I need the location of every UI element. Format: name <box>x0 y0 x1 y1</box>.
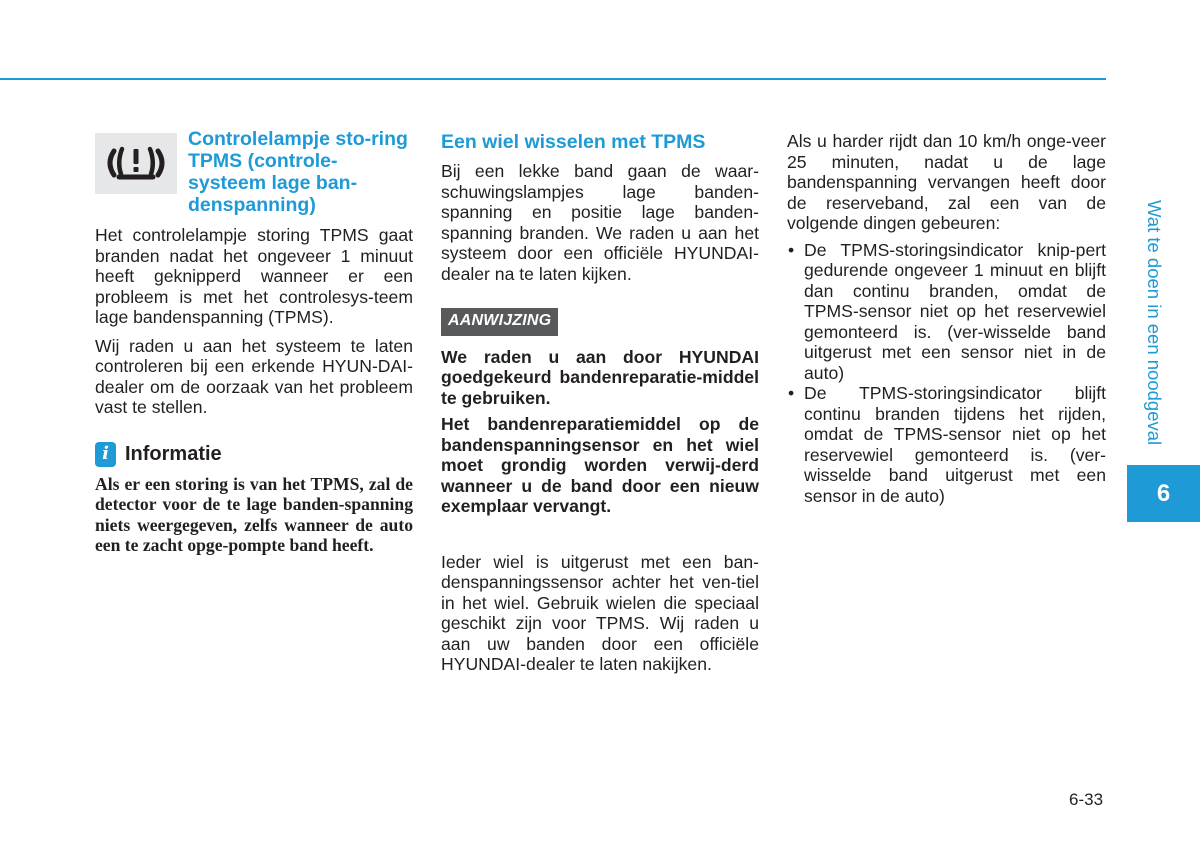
info-header <box>95 442 413 468</box>
note-paragraph: We raden u aan door HYUNDAI goedgekeurd bandenreparatie-middel te gebruiken. <box>441 346 759 408</box>
page-number: 6-33 <box>1069 790 1104 809</box>
info-text: Als er een storing is van het TPMS, zal de detector voor de te lage banden-spanning niets weergegeven, zelfs wanneer de auto een te zacht opge-pompte band heeft. <box>95 473 413 555</box>
chapter-side-title: Wat te doen in een noodgeval <box>1144 200 1165 446</box>
column-right <box>787 128 1106 506</box>
paragraph: Ieder wiel is uitgerust met een ban-denspanningssensor achter het ven-tiel in het wiel. Gebruik wielen die speciaal geschikt zijn voor TPMS. Wij raden u aan uw banden door een officiële HYUNDAI-dealer te laten nakijken. <box>441 551 759 674</box>
section-heading-tpms-indicator: Controlelampje sto-ring TPMS (controle-systeem lage ban-denspanning) <box>188 128 408 216</box>
info-title: Informatie <box>125 443 222 466</box>
paragraph: Wij raden u aan het systeem te laten controleren bij een erkende HYUN-DAI-dealer om de oorzaak van het probleem vast te stellen. <box>95 335 413 417</box>
note-badge: AANWIJZING <box>441 308 558 336</box>
bullet-list <box>787 240 1106 507</box>
header-rule <box>0 78 1106 80</box>
list-item: • De TPMS-storingsindicator knip-pert gedurende ongeveer 1 minuut en blijft dan continu branden, omdat de TPMS-sensor niet op het reservewiel gemonteerd is. (ver-wisselde band uitgerust met een sensor niet in de auto) <box>787 240 1106 384</box>
note-paragraph: Het bandenreparatiemiddel op de bandenspanningsensor en het wiel moet grondig worden verwij-derd wanneer u de band door een nieuw exemplaar vervangt. <box>441 414 759 516</box>
info-icon: i <box>95 442 116 467</box>
section-heading-wheel-change: Een wiel wisselen met TPMS <box>441 131 706 153</box>
chapter-tab: 6 <box>1127 465 1200 522</box>
tpms-warning-icon <box>95 133 177 194</box>
list-item: • De TPMS-storingsindicator blijft continu branden tijdens het rijden, omdat de TPMS-sensor niet op het reservewiel gemonteerd is. (ver-wisselde band uitgerust met een sensor in de auto) <box>787 383 1106 506</box>
column-left <box>95 128 413 556</box>
paragraph: Het controlelampje storing TPMS gaat branden nadat het ongeveer 1 minuut heeft geknipperd wanneer er een probleem is met het controlesys-teem lage bandenspanning (TPMS). <box>95 225 413 327</box>
paragraph: Als u harder rijdt dan 10 km/h onge-veer 25 minuten, nadat u de lage bandenspanning vervangen heeft door de reserveband, zal een van de volgende dingen gebeuren: <box>787 131 1106 233</box>
column-middle <box>441 128 759 675</box>
paragraph: Bij een lekke band gaan de waar-schuwingslampjes lage banden-spanning en positie lage banden-spanning branden. We raden u aan het systeem door een officiële HYUNDAI-dealer na te laten kijken. <box>441 161 759 284</box>
